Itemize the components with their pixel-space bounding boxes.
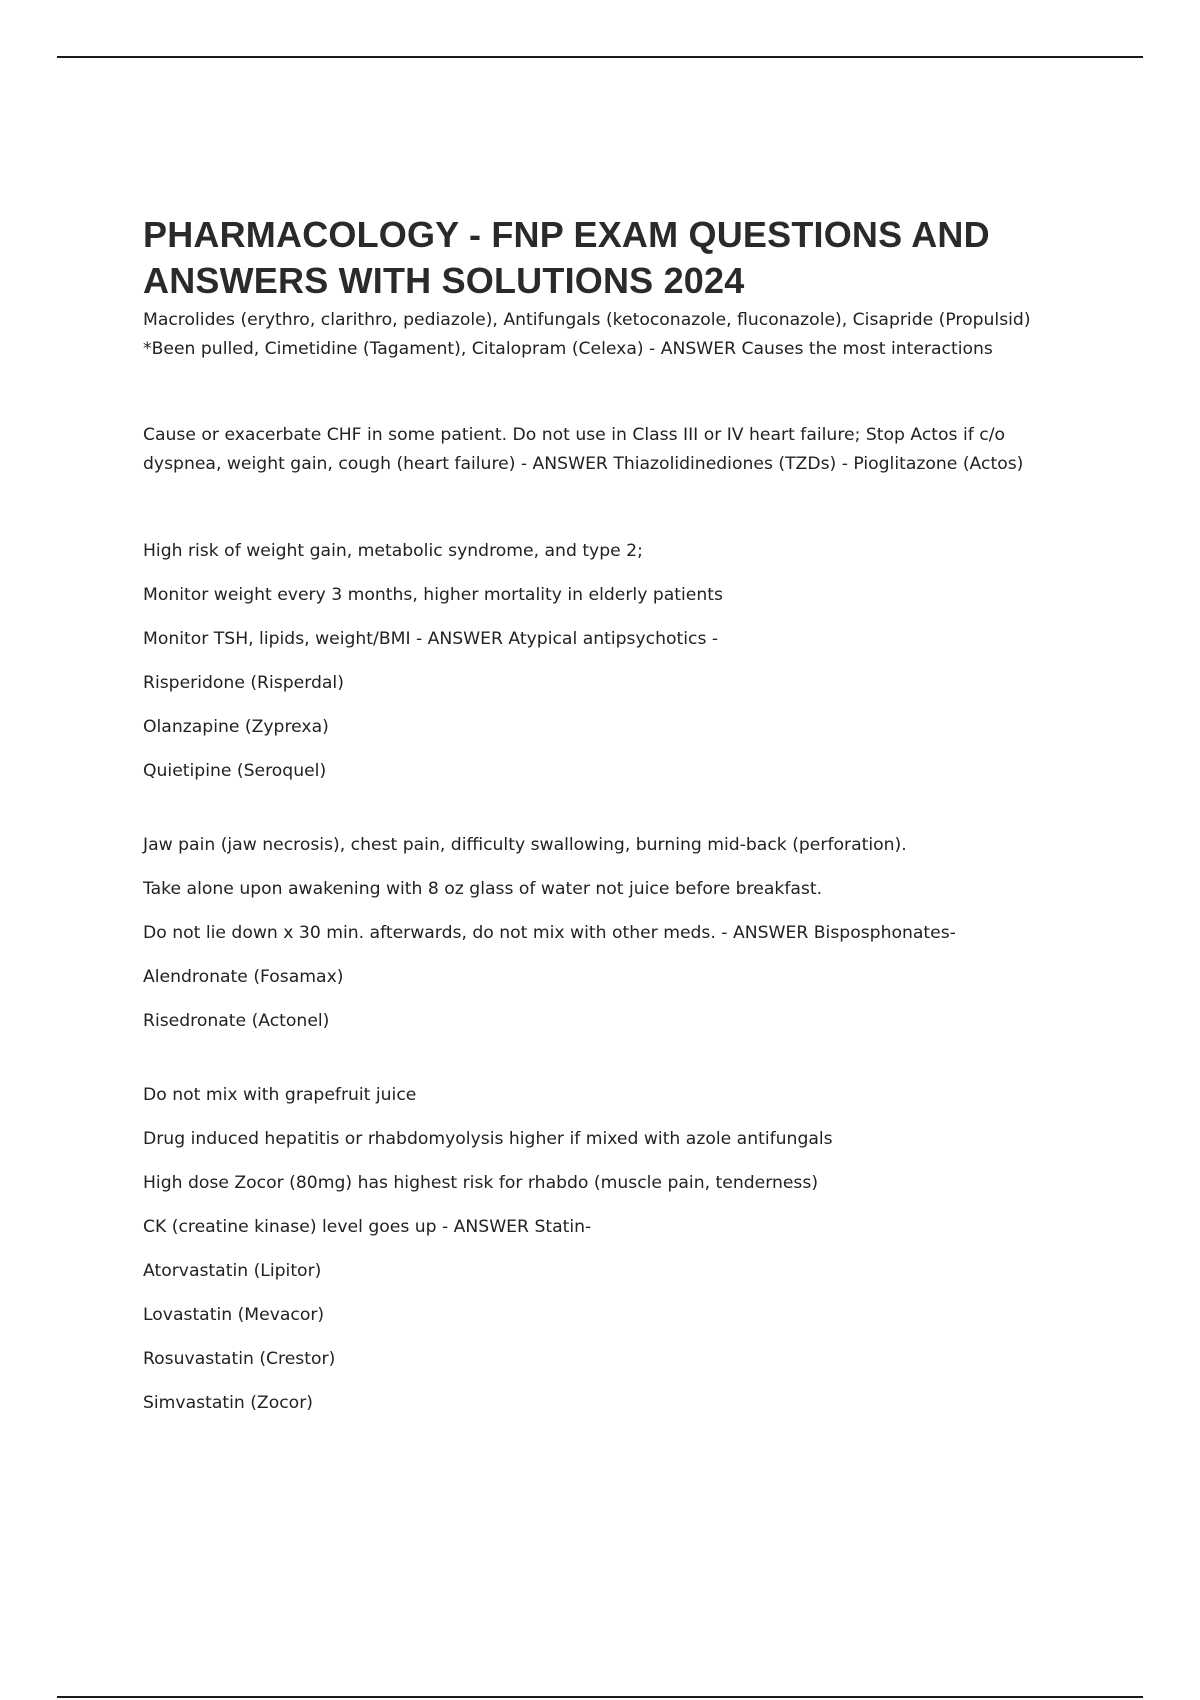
text-line: Risperidone (Risperdal) <box>143 673 344 693</box>
text-line: Do not lie down x 30 min. afterwards, do not mix with other meds. - ANSWER Bisposphonates- <box>143 923 956 943</box>
text-line: Take alone upon awakening with 8 oz glass of water not juice before breakfast. <box>143 879 823 899</box>
text-line: CK (creatine kinase) level goes up - ANSWER Statin- <box>143 1217 592 1237</box>
document-title: PHARMACOLOGY - FNP EXAM QUESTIONS AND ANSWERS WITH SOLUTIONS 2024 <box>143 214 990 301</box>
text-line: Rosuvastatin (Crestor) <box>143 1349 336 1369</box>
text-line: Quietipine (Seroquel) <box>143 761 327 781</box>
text-line: Do not mix with grapefruit juice <box>143 1085 417 1105</box>
paragraph-interactions: Macrolides (erythro, clarithro, pediazole), Antifungals (ketoconazole, fluconazole), Cisapride (Propulsid) *Been pulled, Cimetidine (Tagament), Citalopram (Celexa) - ANSWER Causes the most interactions <box>143 310 1031 359</box>
text-line: Alendronate (Fosamax) <box>143 967 344 987</box>
text-line: Simvastatin (Zocor) <box>143 1393 313 1413</box>
text-line: High risk of weight gain, metabolic syndrome, and type 2; <box>143 541 643 561</box>
text-line: Monitor weight every 3 months, higher mortality in elderly patients <box>143 585 723 605</box>
text-line: Monitor TSH, lipids, weight/BMI - ANSWER Atypical antipsychotics - <box>143 629 719 649</box>
paragraph-tzds: Cause or exacerbate CHF in some patient. Do not use in Class III or IV heart failure; Stop Actos if c/o dyspnea, weight gain, cough (heart failure) - ANSWER Thiazolidinediones (TZDs) - Pioglitazone (Actos) <box>143 425 1024 474</box>
text-line: Jaw pain (jaw necrosis), chest pain, difficulty swallowing, burning mid-back (perforation). <box>143 835 907 855</box>
text-line: Lovastatin (Mevacor) <box>143 1305 325 1325</box>
qa-group-statins <box>143 1081 1073 1418</box>
qa-groups <box>143 537 1073 1418</box>
header-rule <box>57 56 1143 58</box>
qa-group-bisphosphonates <box>143 831 1073 1036</box>
qa-group-antipsychotics <box>143 537 1073 786</box>
text-line: Olanzapine (Zyprexa) <box>143 717 329 737</box>
document-body <box>143 212 1073 1433</box>
text-line: High dose Zocor (80mg) has highest risk for rhabdo (muscle pain, tenderness) <box>143 1173 819 1193</box>
text-line: Risedronate (Actonel) <box>143 1011 330 1031</box>
footer-rule <box>57 1696 1143 1698</box>
text-line: Drug induced hepatitis or rhabdomyolysis higher if mixed with azole antifungals <box>143 1129 833 1149</box>
text-line: Atorvastatin (Lipitor) <box>143 1261 322 1281</box>
